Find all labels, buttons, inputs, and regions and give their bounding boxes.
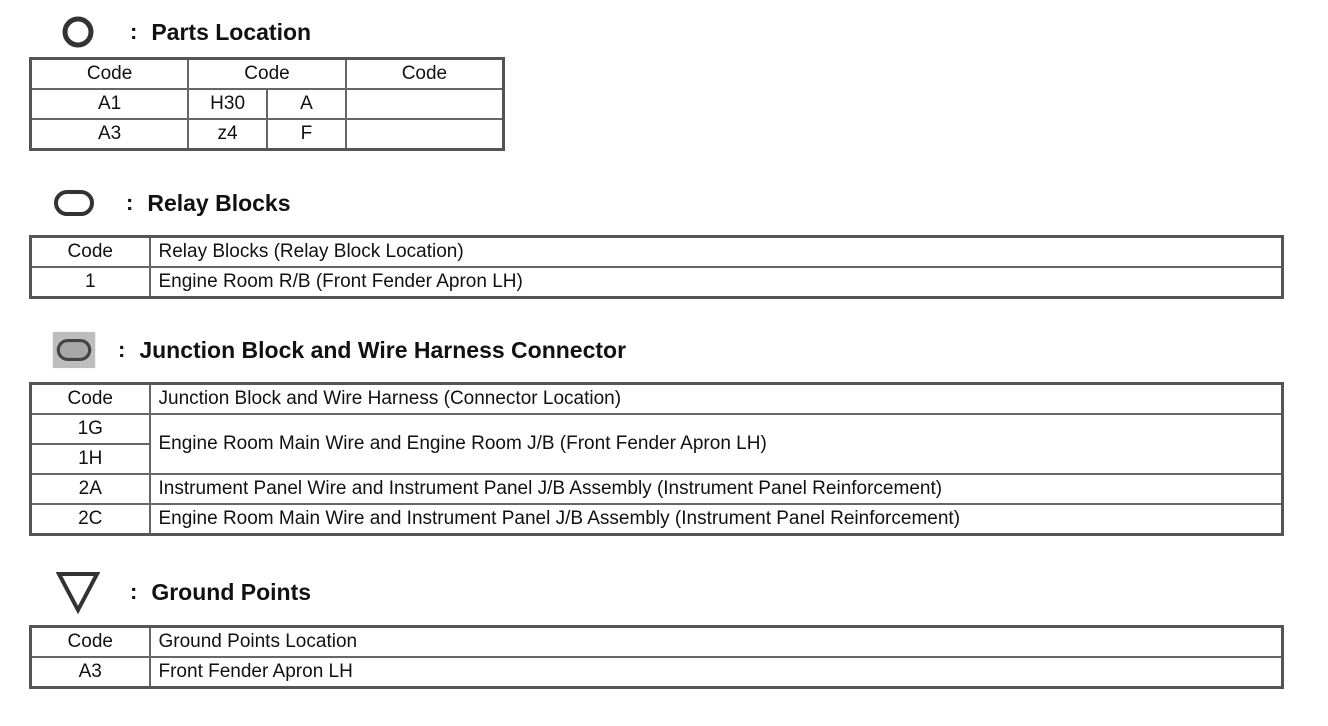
table-row bbox=[31, 267, 1283, 298]
column-header: Code bbox=[31, 384, 150, 415]
parts-location-table bbox=[29, 57, 505, 151]
junction-block-table bbox=[29, 382, 1284, 536]
circle-icon bbox=[56, 10, 100, 54]
code-cell bbox=[346, 89, 504, 119]
column-header: Code bbox=[346, 59, 504, 90]
table-row bbox=[31, 414, 1283, 444]
relay-blocks-heading bbox=[52, 181, 291, 225]
ground-points-table bbox=[29, 625, 1284, 689]
table-row bbox=[31, 504, 1283, 535]
shaded-rounded-rect-icon bbox=[52, 328, 96, 372]
code-cell: 2A bbox=[31, 474, 150, 504]
relay-blocks-table bbox=[29, 235, 1284, 299]
section-title: Parts Location bbox=[151, 18, 312, 45]
rounded-rect-icon bbox=[52, 181, 96, 225]
ground-points-heading bbox=[56, 570, 311, 614]
table-header-row bbox=[31, 59, 504, 90]
location-cell: Engine Room R/B (Front Fender Apron LH) bbox=[150, 267, 1283, 298]
section-title: Relay Blocks bbox=[147, 189, 291, 216]
section-title: Junction Block and Wire Harness Connector bbox=[139, 336, 627, 363]
column-header: Relay Blocks (Relay Block Location) bbox=[150, 237, 1283, 268]
column-header: Junction Block and Wire Harness (Connector Location) bbox=[150, 384, 1283, 415]
location-cell: Front Fender Apron LH bbox=[150, 657, 1283, 688]
colon: : bbox=[130, 19, 138, 44]
colon: : bbox=[126, 190, 134, 215]
code-cell: 1 bbox=[31, 267, 150, 298]
code-cell: H30 bbox=[188, 89, 267, 119]
code-cell: 2C bbox=[31, 504, 150, 535]
column-header: Ground Points Location bbox=[150, 627, 1283, 658]
code-cell: 1H bbox=[31, 444, 150, 474]
section-title: Ground Points bbox=[151, 578, 312, 605]
table-header-row bbox=[31, 237, 1283, 268]
code-cell: A bbox=[267, 89, 346, 119]
table-header-row bbox=[31, 384, 1283, 415]
code-cell: 1G bbox=[31, 414, 150, 444]
location-cell: Engine Room Main Wire and Engine Room J/B (Front Fender Apron LH) bbox=[150, 414, 1283, 474]
junction-block-heading bbox=[52, 328, 626, 372]
location-cell: Engine Room Main Wire and Instrument Panel J/B Assembly (Instrument Panel Reinforcement) bbox=[150, 504, 1283, 535]
triangle-down-icon bbox=[56, 570, 100, 614]
table-header-row bbox=[31, 627, 1283, 658]
parts-location-heading bbox=[56, 10, 311, 54]
column-header: Code bbox=[188, 59, 346, 90]
code-cell: A3 bbox=[31, 657, 150, 688]
code-cell: z4 bbox=[188, 119, 267, 150]
code-cell: A3 bbox=[31, 119, 189, 150]
table-row bbox=[31, 657, 1283, 688]
table-row bbox=[31, 119, 504, 150]
colon: : bbox=[130, 579, 138, 604]
code-cell: A1 bbox=[31, 89, 189, 119]
column-header: Code bbox=[31, 59, 189, 90]
code-cell: F bbox=[267, 119, 346, 150]
colon: : bbox=[118, 337, 126, 362]
table-row bbox=[31, 474, 1283, 504]
code-cell bbox=[346, 119, 504, 150]
column-header: Code bbox=[31, 237, 150, 268]
column-header: Code bbox=[31, 627, 150, 658]
location-cell: Instrument Panel Wire and Instrument Panel J/B Assembly (Instrument Panel Reinforcement) bbox=[150, 474, 1283, 504]
table-row bbox=[31, 89, 504, 119]
